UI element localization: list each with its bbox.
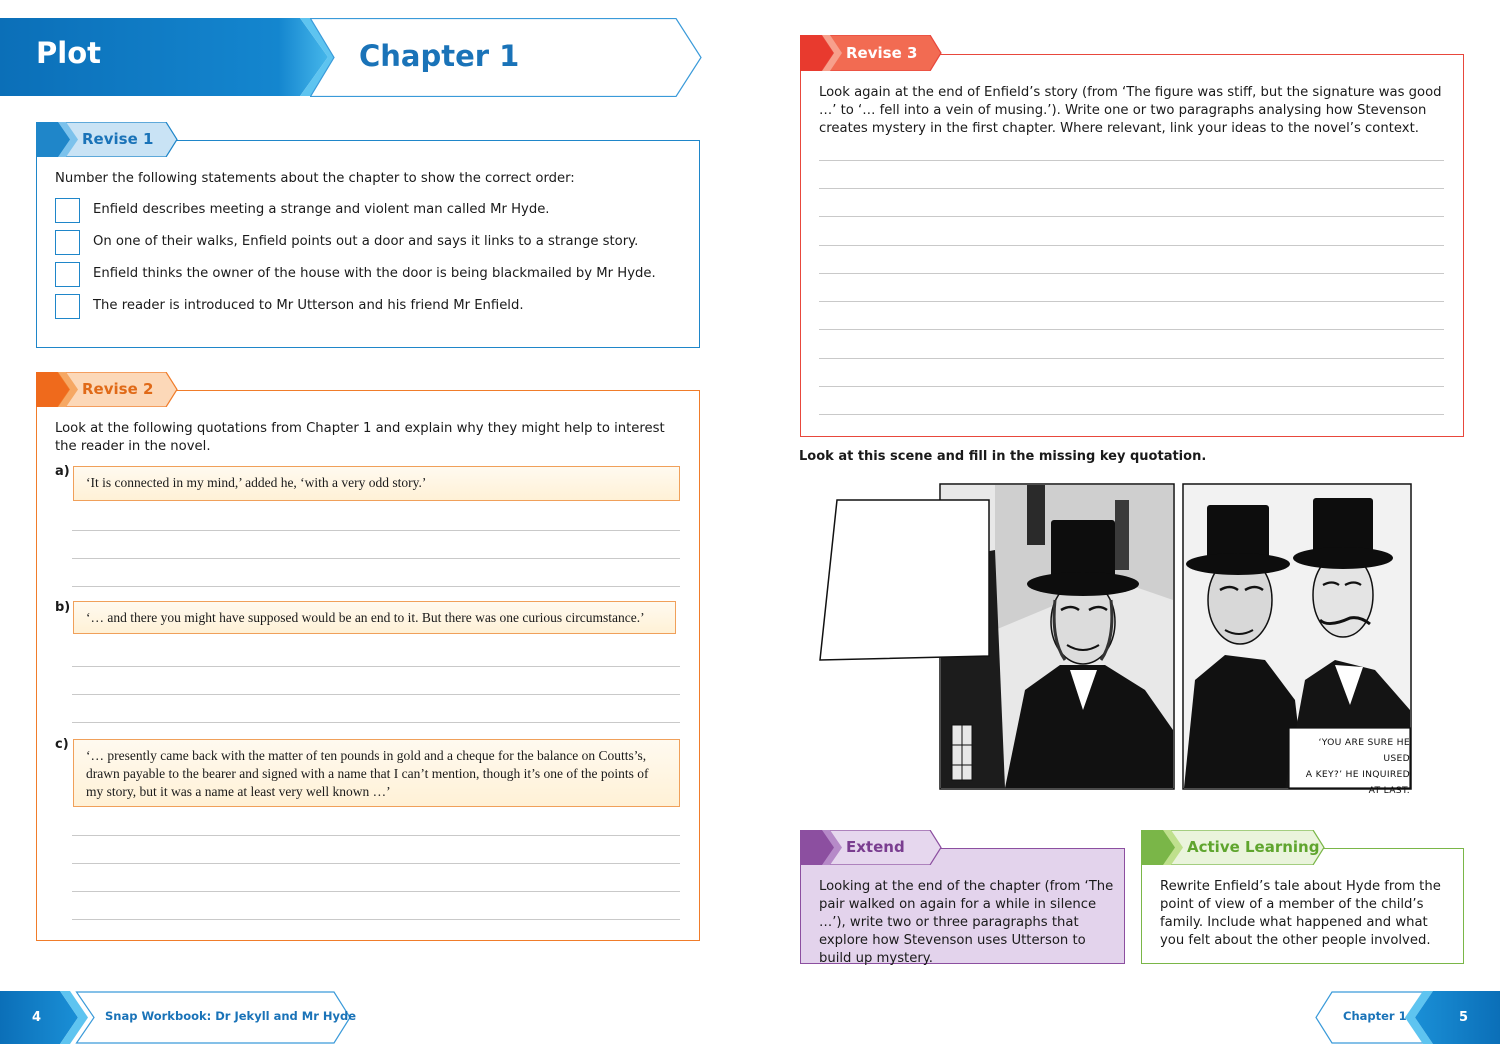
answer-line[interactable]	[72, 722, 680, 723]
answer-line[interactable]	[72, 863, 680, 864]
missing-quotation-box	[820, 500, 989, 660]
chapter-title: Chapter 1	[359, 39, 520, 73]
quotation-box: ‘It is connected in my mind,’ added he, ‘with a very odd story.’	[73, 466, 680, 501]
answer-line[interactable]	[819, 358, 1444, 359]
quotation-box: ‘… presently came back with the matter of ten pounds in gold and a cheque for the balance on Coutts’s, drawn payable to the bearer and signed with a name that I can’t mention, though it’s one of the points of my story, but it was a name at least very well known …’	[73, 739, 680, 807]
answer-line[interactable]	[72, 835, 680, 836]
answer-line[interactable]	[819, 386, 1444, 387]
answer-line[interactable]	[819, 188, 1444, 189]
statement-text: On one of their walks, Enfield points out a door and says it links to a strange story.	[93, 234, 639, 249]
answer-line[interactable]	[819, 273, 1444, 274]
question-letter: c)	[55, 737, 69, 752]
speech-caption	[1291, 735, 1410, 799]
extend-tab	[800, 830, 942, 865]
order-number-box[interactable]	[55, 294, 80, 319]
statement-text: Enfield thinks the owner of the house with the door is being blackmailed by Mr Hyde.	[93, 266, 656, 281]
revise1-item	[55, 294, 675, 320]
statement-text: The reader is introduced to Mr Utterson and his friend Mr Enfield.	[93, 298, 524, 313]
revise1-item	[55, 262, 675, 288]
speech-caption-line: A KEY?’ HE INQUIRED	[1305, 769, 1410, 780]
answer-line[interactable]	[819, 160, 1444, 161]
answer-line[interactable]	[819, 216, 1444, 217]
answer-line[interactable]	[72, 891, 680, 892]
answer-line[interactable]	[819, 301, 1444, 302]
speech-caption-line: AT LAST.	[1368, 785, 1410, 796]
right-page-number: 5	[1459, 1010, 1469, 1025]
answer-line[interactable]	[72, 558, 680, 559]
revise1-instruction: Number the following statements about the chapter to show the correct order:	[55, 171, 575, 186]
revise1-item	[55, 230, 675, 256]
statement-text: Enfield describes meeting a strange and violent man called Mr Hyde.	[93, 202, 550, 217]
order-number-box[interactable]	[55, 262, 80, 287]
left-page-number: 4	[32, 1010, 42, 1025]
answer-line[interactable]	[72, 666, 680, 667]
scene-instruction: Look at this scene and fill in the missing key quotation.	[799, 449, 1207, 464]
order-number-box[interactable]	[55, 230, 80, 255]
answer-line[interactable]	[72, 530, 680, 531]
question-letter: b)	[55, 600, 71, 615]
revise2-instruction: Look at the following quotations from Chapter 1 and explain why they might help to interest the reader in the novel.	[55, 421, 665, 454]
quotation-box: ‘… and there you might have supposed would be an end to it. But there was one curious circumstance.’	[73, 601, 676, 634]
answer-line[interactable]	[72, 694, 680, 695]
answer-line[interactable]	[72, 919, 680, 920]
book-title: Snap Workbook: Dr Jekyll and Mr Hyde	[105, 1009, 357, 1023]
answer-line[interactable]	[72, 586, 680, 587]
speech-caption-line: ‘YOU ARE SURE HE USED	[1318, 737, 1410, 764]
revise2-tab	[36, 372, 178, 407]
revise1-tab-label: Revise 1	[82, 130, 154, 148]
revise1-tab	[36, 122, 178, 157]
revise1-item	[55, 198, 675, 224]
revise3-tab-label: Revise 3	[846, 44, 918, 62]
revise3-instruction: Look again at the end of Enfield’s story (from ‘The figure was stiff, but the signature was good …’ to ‘… fell into a vein of musing.’). Write one or two paragraphs analysing how Stevenson creates mystery in the first chapter. Where relevant, link your ideas to the novel’s context.	[819, 85, 1442, 136]
answer-line[interactable]	[819, 329, 1444, 330]
order-number-box[interactable]	[55, 198, 80, 223]
footer-chapter-label: Chapter 1	[1343, 1009, 1407, 1023]
active-learning-text: Rewrite Enfield’s tale about Hyde from the point of view of a member of the child’s family. Include what happened and what you felt about the other people involved.	[1160, 879, 1441, 948]
active-learning-tab-label: Active Learning	[1187, 838, 1320, 856]
extend-text: Looking at the end of the chapter (from ‘The pair walked on again for a while in silence …’), write two or three paragraphs that explore how Stevenson uses Utterson to build up mystery.	[819, 879, 1114, 966]
answer-line[interactable]	[819, 414, 1444, 415]
question-letter: a)	[55, 464, 70, 479]
answer-line[interactable]	[819, 245, 1444, 246]
section-title: Plot	[36, 36, 101, 70]
extend-tab-label: Extend	[846, 838, 905, 856]
revise2-tab-label: Revise 2	[82, 380, 154, 398]
revise3-tab	[800, 35, 942, 71]
active-learning-tab	[1141, 830, 1325, 865]
